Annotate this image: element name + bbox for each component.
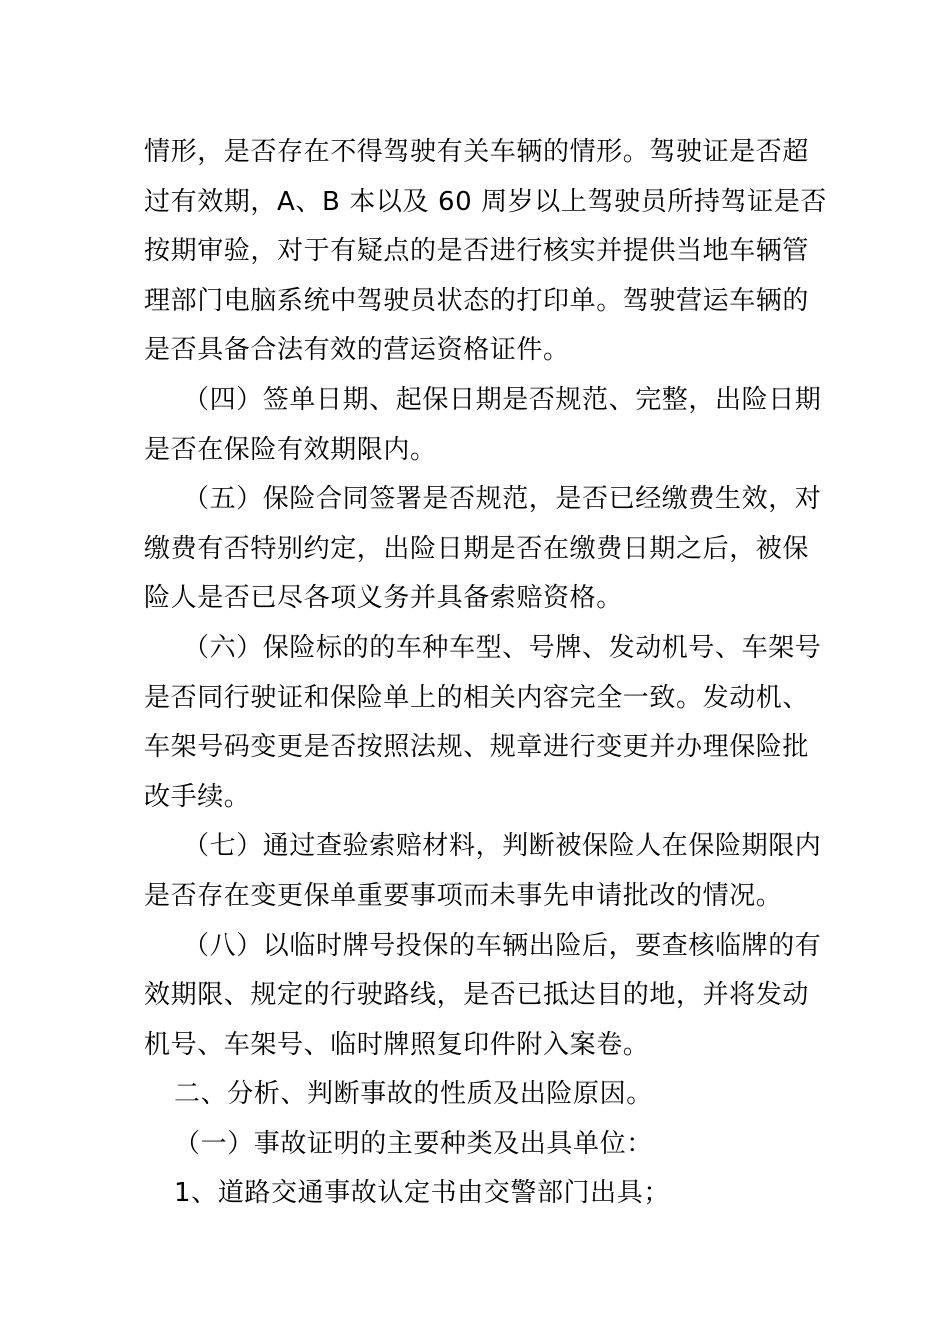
text-line: 按期审验，对于有疑点的是否进行核实并提供当地车辆管 bbox=[144, 236, 810, 267]
text-line: 过有效期，A、B 本以及 60 周岁以上驾驶员所持驾证是否 bbox=[144, 186, 827, 217]
section-two-heading: 二、分析、判断事故的性质及出险原因。 bbox=[174, 1079, 653, 1110]
text-line: 是否存在变更保单重要事项而未事先申请批改的情况。 bbox=[144, 880, 783, 911]
text-line: 是否同行驶证和保险单上的相关内容完全一致。发动机、 bbox=[144, 682, 810, 713]
body-text bbox=[144, 128, 827, 1219]
text-line: 改手续。 bbox=[144, 781, 251, 812]
paragraph-seven-heading: （七）通过查验索赔材料，判断被保险人在保险期限内 bbox=[183, 831, 822, 862]
text-line: 是否在保险有效期限内。 bbox=[144, 434, 437, 465]
paragraph-eight-heading: （八）以临时牌号投保的车辆出险后，要查核临牌的有 bbox=[183, 930, 822, 961]
text-line: 机号、车架号、临时牌照复印件附入案卷。 bbox=[144, 1029, 650, 1060]
text-line: 理部门电脑系统中驾驶员状态的打印单。驾驶营运车辆的 bbox=[144, 285, 810, 316]
text-line: 车架号码变更是否按照法规、规章进行变更并办理保险批 bbox=[144, 732, 810, 763]
paragraph-four-heading: （四）签单日期、起保日期是否规范、完整，出险日期 bbox=[183, 384, 822, 415]
text-line: 效期限、规定的行驶路线，是否已抵达目的地，并将发动 bbox=[144, 980, 810, 1011]
subsection-one-heading: （一）事故证明的主要种类及出具单位： bbox=[174, 1128, 653, 1159]
text-line: 险人是否已尽各项义务并具备索赔资格。 bbox=[144, 583, 623, 614]
text-line: 是否具备合法有效的营运资格证件。 bbox=[144, 335, 570, 366]
text-line: 情形，是否存在不得驾驶有关车辆的情形。驾驶证是否超 bbox=[144, 137, 810, 167]
text-line: 缴费有否特别约定，出险日期是否在缴费日期之后，被保 bbox=[144, 533, 810, 564]
list-item: 1、道路交通事故认定书由交警部门出具； bbox=[174, 1178, 670, 1209]
paragraph-five-heading: （五）保险合同签署是否规范，是否已经缴费生效，对 bbox=[183, 484, 822, 515]
paragraph-six-heading: （六）保险标的的车种车型、号牌、发动机号、车架号 bbox=[183, 632, 822, 663]
